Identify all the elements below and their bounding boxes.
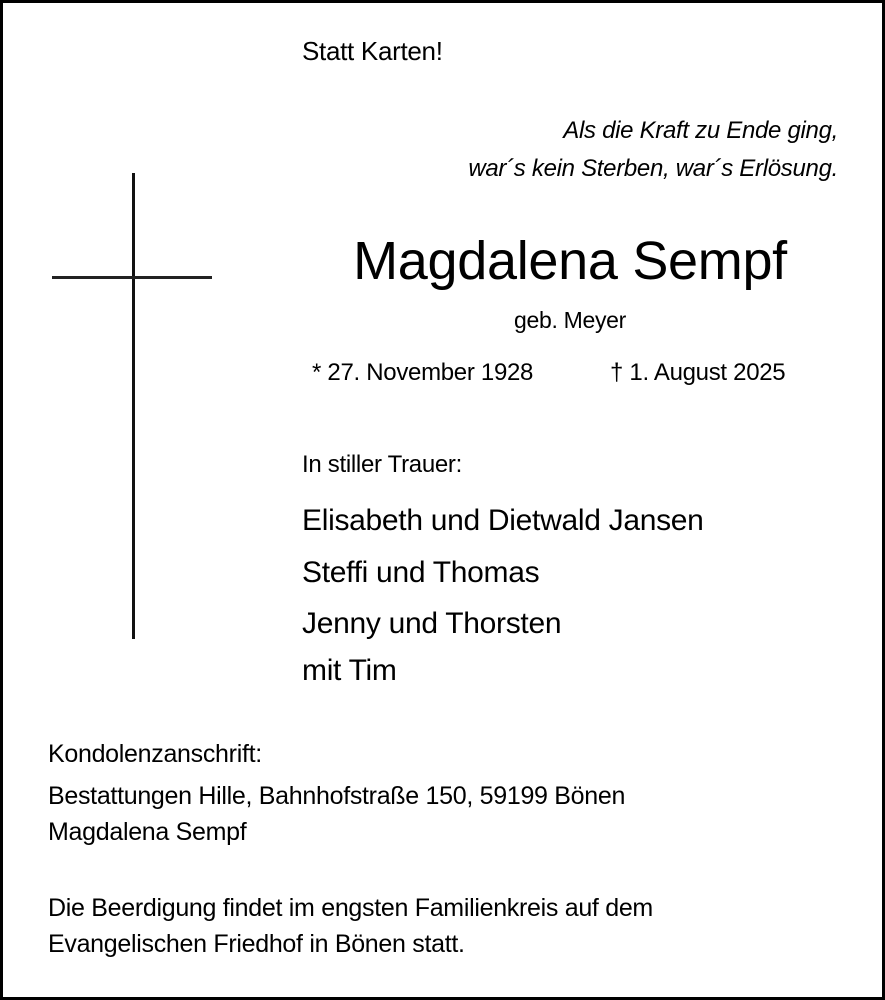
mourner-name: Elisabeth und Dietwald Jansen [302,504,704,537]
mourner-name: Steffi und Thomas [302,556,540,589]
maiden-name: geb. Meyer [513,307,627,333]
statt-karten-note: Statt Karten! [302,36,443,66]
mourner-name: mit Tim [302,654,397,687]
condolence-label: Kondolenzanschrift: [48,740,262,768]
condolence-address: Bestattungen Hille, Bahnhofstraße 150, 59199 Bönen [48,782,626,810]
mourner-name: Jenny und Thorsten [302,607,562,640]
funeral-line-2: Evangelischen Friedhof in Bönen statt. [48,930,465,958]
condolence-reference: Magdalena Sempf [48,818,247,846]
deceased-name: Magdalena Sempf [353,231,787,291]
birth-date: * 27. November 1928 [312,359,534,386]
quote-line-2: war´s kein Sterben, war´s Erlösung. [468,155,838,182]
death-date: † 1. August 2025 [610,359,786,386]
mourners-intro: In stiller Trauer: [302,451,462,478]
quote-line-1: Als die Kraft zu Ende ging, [563,117,838,144]
funeral-line-1: Die Beerdigung findet im engsten Familienkreis auf dem [48,894,653,922]
